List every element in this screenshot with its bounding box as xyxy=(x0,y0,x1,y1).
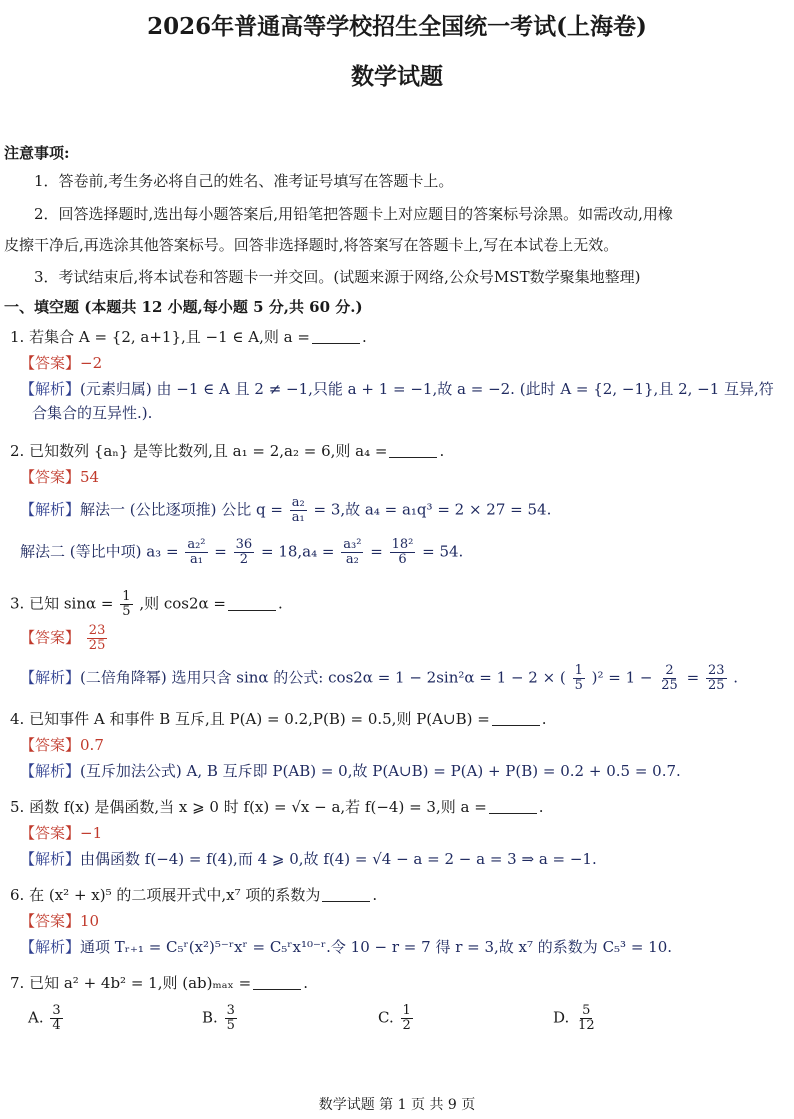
analysis-label: 【解析】 xyxy=(20,850,81,868)
fraction-numerator: 23 xyxy=(707,663,725,678)
choice-label: D. xyxy=(553,1008,570,1027)
question-5-stem-end: . xyxy=(538,798,544,816)
question-3-stem-pre: 3. 已知 sinα = xyxy=(10,594,114,613)
question-6-stem-end: . xyxy=(372,886,378,904)
fraction-numerator: 1 xyxy=(402,1003,411,1018)
answer-label: 【答案】 xyxy=(20,824,81,842)
fraction xyxy=(401,1004,413,1033)
fraction xyxy=(659,664,680,693)
fraction xyxy=(576,1004,597,1033)
fraction-numerator: 18² xyxy=(391,537,414,552)
q3-analysis-end: . xyxy=(733,668,739,687)
question-4 xyxy=(10,708,547,729)
question-2-stem: 2. 已知数列 {aₙ} 是等比数列,且 a₁ = 2,a₂ = 6,则 a₄ = xyxy=(10,442,388,460)
analysis-label: 【解析】 xyxy=(20,380,81,398)
answer-blank xyxy=(389,443,437,458)
fraction-denominator: 25 xyxy=(707,678,725,693)
fraction xyxy=(390,538,416,567)
fraction-denominator: 5 xyxy=(122,604,131,619)
fraction-denominator: 5 xyxy=(226,1018,235,1033)
choice-d xyxy=(553,1004,599,1033)
fraction-denominator: 12 xyxy=(578,1018,595,1033)
fraction-numerator: a₂² xyxy=(187,537,206,552)
fraction-denominator: 5 xyxy=(574,678,583,693)
question-1-stem-end: . xyxy=(361,328,367,346)
question-7 xyxy=(10,972,308,993)
q6-analysis xyxy=(20,936,672,957)
q4-answer-value: 0.7 xyxy=(80,736,104,754)
q2-analysis2-mid: = 18,a₄ = xyxy=(260,542,335,561)
q1-analysis-text-b: 合集合的互异性.). xyxy=(32,404,153,422)
q5-analysis-text: 由偶函数 f(−4) = f(4),而 4 ⩾ 0,故 f(4) = √4 − a = 2 − a = 3 ⇒ a = −1. xyxy=(80,850,597,868)
question-6-stem: 6. 在 (x² + x)⁵ 的二项展开式中,x⁷ 项的系数为 xyxy=(10,886,321,904)
q6-answer xyxy=(20,910,99,931)
fraction-denominator: a₁ xyxy=(189,552,203,567)
fraction xyxy=(341,538,363,567)
fraction-denominator: a₁ xyxy=(291,510,305,525)
question-2-stem-end: . xyxy=(439,442,445,460)
fraction-numerator: 36 xyxy=(235,537,253,552)
analysis-label: 【解析】 xyxy=(20,938,81,956)
answer-label: 【答案】 xyxy=(20,736,81,754)
question-6 xyxy=(10,884,377,905)
analysis-label: 【解析】 xyxy=(20,500,81,519)
q4-analysis-text: (互斥加法公式) A, B 互斥即 P(AB) = 0,故 P(A∪B) = P(A) + P(B) = 0.2 + 0.5 = 0.7. xyxy=(80,762,681,780)
section-heading: 一、填空题 (本题共 12 小题,每小题 5 分,共 60 分.) xyxy=(4,298,363,316)
question-1 xyxy=(10,326,367,347)
answer-blank xyxy=(312,329,360,344)
equals: = xyxy=(214,542,227,561)
fraction-numerator: a₃² xyxy=(343,537,362,552)
q4-analysis xyxy=(20,760,681,781)
equals: = xyxy=(686,668,700,687)
q3-answer xyxy=(20,624,109,653)
question-2 xyxy=(10,440,444,461)
exam-title: 2026年普通高等学校招生全国统一考试(上海卷) xyxy=(147,13,647,40)
q6-answer-value: 10 xyxy=(80,912,100,930)
fraction xyxy=(185,538,207,567)
analysis-label: 【解析】 xyxy=(20,762,81,780)
fraction-numerator: 23 xyxy=(88,623,106,638)
q5-answer xyxy=(20,822,102,843)
answer-label: 【答案】 xyxy=(20,354,81,372)
fraction-numerator: a₂ xyxy=(291,495,305,510)
ratio-fraction xyxy=(290,496,307,525)
choice-a xyxy=(28,1004,65,1033)
equals: = xyxy=(370,542,383,561)
notice-item-2b: 皮擦干净后,再选涂其他答案标号。回答非选择题时,将答案写在答题卡上,写在本试卷上无效。 xyxy=(4,236,619,254)
fraction-numerator: 3 xyxy=(226,1003,235,1018)
q2-analysis1-post: = 3,故 a₄ = a₁q³ = 2 × 27 = 54. xyxy=(313,500,552,519)
question-4-stem: 4. 已知事件 A 和事件 B 互斥,且 P(A) = 0.2,P(B) = 0.5,则 P(A∪B) = xyxy=(10,710,490,728)
q1-answer-value: −2 xyxy=(80,354,103,372)
answer-label: 【答案】 xyxy=(20,468,81,486)
fraction-numerator: 2 xyxy=(665,663,674,678)
question-7-stem-end: . xyxy=(303,974,308,992)
fraction-numerator: 1 xyxy=(574,663,583,678)
fraction-denominator: 25 xyxy=(661,678,678,693)
answer-blank xyxy=(492,711,540,726)
fraction-denominator: 4 xyxy=(52,1018,61,1033)
fraction-denominator: 25 xyxy=(88,638,106,653)
q2-answer xyxy=(20,466,99,487)
answer-blank xyxy=(228,596,276,611)
fraction-denominator: 2 xyxy=(402,1018,411,1033)
fraction xyxy=(573,664,585,693)
q6-analysis-text: 通项 Tᵣ₊₁ = C₅ʳ(x²)⁵⁻ʳxʳ = C₅ʳx¹⁰⁻ʳ.令 10 − r = 7 得 r = 3,故 x⁷ 的系数为 C₅³ = 10. xyxy=(80,938,673,956)
fraction-numerator: 1 xyxy=(122,589,131,604)
q1-analysis-text-a: (元素归属) 由 −1 ∈ A 且 2 ≠ −1,只能 a + 1 = −1,故 a = −2. (此时 A = {2, −1},且 2, −1 互异,符 xyxy=(80,380,774,398)
choice-b xyxy=(202,1004,239,1033)
question-4-stem-end: . xyxy=(541,710,547,728)
fraction-numerator: 5 xyxy=(582,1003,591,1018)
question-7-stem: 7. 已知 a² + 4b² = 1,则 (ab)ₘₐₓ = xyxy=(10,974,252,992)
question-1-stem: 1. 若集合 A = {2, a+1},且 −1 ∈ A,则 a = xyxy=(10,328,310,346)
notice-heading: 注意事项: xyxy=(4,144,70,162)
q5-answer-value: −1 xyxy=(80,824,103,842)
fraction xyxy=(234,538,255,567)
q3-answer-fraction xyxy=(87,624,108,653)
fraction xyxy=(706,664,727,693)
fraction xyxy=(225,1004,237,1033)
choice-label: A. xyxy=(28,1008,44,1027)
q1-answer xyxy=(20,352,102,373)
question-3-stem-end: . xyxy=(278,594,283,613)
answer-blank xyxy=(489,799,537,814)
q4-answer xyxy=(20,734,104,755)
fraction xyxy=(120,590,132,619)
notice-item-1: 1．答卷前,考生务必将自己的姓名、准考证号填写在答题卡上。 xyxy=(34,172,454,190)
fraction-denominator: a₂ xyxy=(345,552,359,567)
q2-analysis-1 xyxy=(20,496,551,525)
answer-label: 【答案】 xyxy=(20,912,81,930)
q2-analysis2-pre: 解法二 (等比中项) a₃ = xyxy=(20,542,179,561)
answer-blank xyxy=(253,975,301,990)
q2-answer-value: 54 xyxy=(80,468,100,486)
choice-c xyxy=(378,1004,415,1033)
q1-analysis xyxy=(20,378,774,399)
notice-item-2a: 2．回答选择题时,选出每小题答案后,用铅笔把答题卡上对应题目的答案标号涂黑。如需改动,用橡 xyxy=(34,205,673,223)
q3-analysis-pre: (二倍角降幂) 选用只含 sinα 的公式: cos2α = 1 − 2sin²α = 1 − 2 × ( xyxy=(80,668,566,687)
question-3 xyxy=(10,590,283,619)
fraction-denominator: 6 xyxy=(398,552,407,567)
q3-analysis-mid: )² = 1 − xyxy=(591,668,653,687)
question-5-stem: 5. 函数 f(x) 是偶函数,当 x ⩾ 0 时 f(x) = √x − a,若 f(−4) = 3,则 a = xyxy=(10,798,487,816)
answer-label: 【答案】 xyxy=(20,628,81,647)
choice-label: B. xyxy=(202,1008,218,1027)
answer-blank xyxy=(322,887,370,902)
q2-analysis-2 xyxy=(20,538,463,567)
q2-analysis2-post: = 54. xyxy=(422,542,464,561)
exam-subtitle: 数学试题 xyxy=(351,63,443,90)
question-5 xyxy=(10,796,544,817)
q3-analysis xyxy=(20,664,738,693)
analysis-label: 【解析】 xyxy=(20,668,81,687)
choice-label: C. xyxy=(378,1008,394,1027)
notice-item-3: 3．考试结束后,将本试卷和答题卡一并交回。(试题来源于网络,公众号MST数学聚集地整理) xyxy=(34,268,641,286)
fraction-denominator: 2 xyxy=(239,552,249,567)
page-footer: 数学试题 第 1 页 共 9 页 xyxy=(318,1097,476,1113)
fraction-numerator: 3 xyxy=(52,1003,61,1018)
question-3-stem-post: ,则 cos2α = xyxy=(139,594,227,613)
fraction xyxy=(50,1004,62,1033)
q2-analysis1-pre: 解法一 (公比逐项推) 公比 q = xyxy=(80,500,283,519)
q5-analysis xyxy=(20,848,597,869)
q1-analysis-cont xyxy=(32,402,152,423)
